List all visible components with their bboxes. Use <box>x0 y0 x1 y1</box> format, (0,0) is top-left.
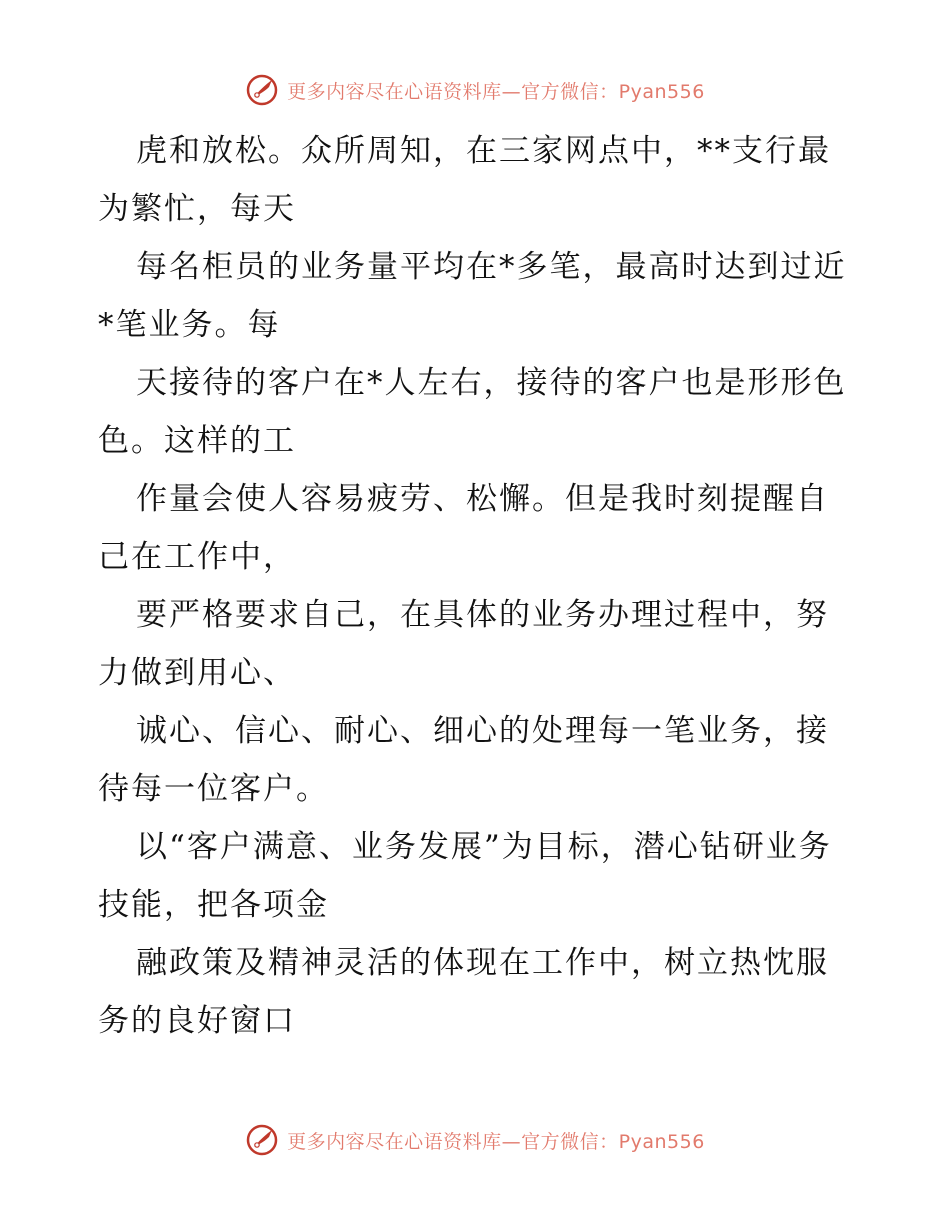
paragraph: 每名柜员的业务量平均在*多笔，最高时达到过近*笔业务。每 <box>98 249 847 343</box>
paragraph: 要严格要求自己，在具体的业务办理过程中，努力做到用心、 <box>98 597 829 691</box>
document-body <box>98 122 858 1050</box>
header-banner-text: 更多内容尽在心语资料库—官方微信：Pyan556 <box>287 80 705 103</box>
paragraph: 虎和放松。众所周知，在三家网点中，**支行最为繁忙，每天 <box>98 133 831 227</box>
paragraph: 天接待的客户在*人左右，接待的客户也是形形色色。这样的工 <box>98 365 847 459</box>
brush-pen-logo-icon <box>245 73 279 107</box>
header-banner <box>0 70 950 110</box>
paragraph: 以“客户满意、业务发展”为目标，潜心钻研业务技能，把各项金 <box>98 829 832 923</box>
paragraph: 诚心、信心、耐心、细心的处理每一笔业务，接待每一位客户。 <box>98 713 829 807</box>
brush-pen-logo-icon <box>245 1123 279 1157</box>
paragraph: 作量会使人容易疲劳、松懈。但是我时刻提醒自己在工作中， <box>98 481 829 575</box>
paragraph: 融政策及精神灵活的体现在工作中，树立热忱服务的良好窗口 <box>98 945 829 1039</box>
footer-banner <box>0 1120 950 1160</box>
footer-banner-text: 更多内容尽在心语资料库—官方微信：Pyan556 <box>287 1130 705 1153</box>
